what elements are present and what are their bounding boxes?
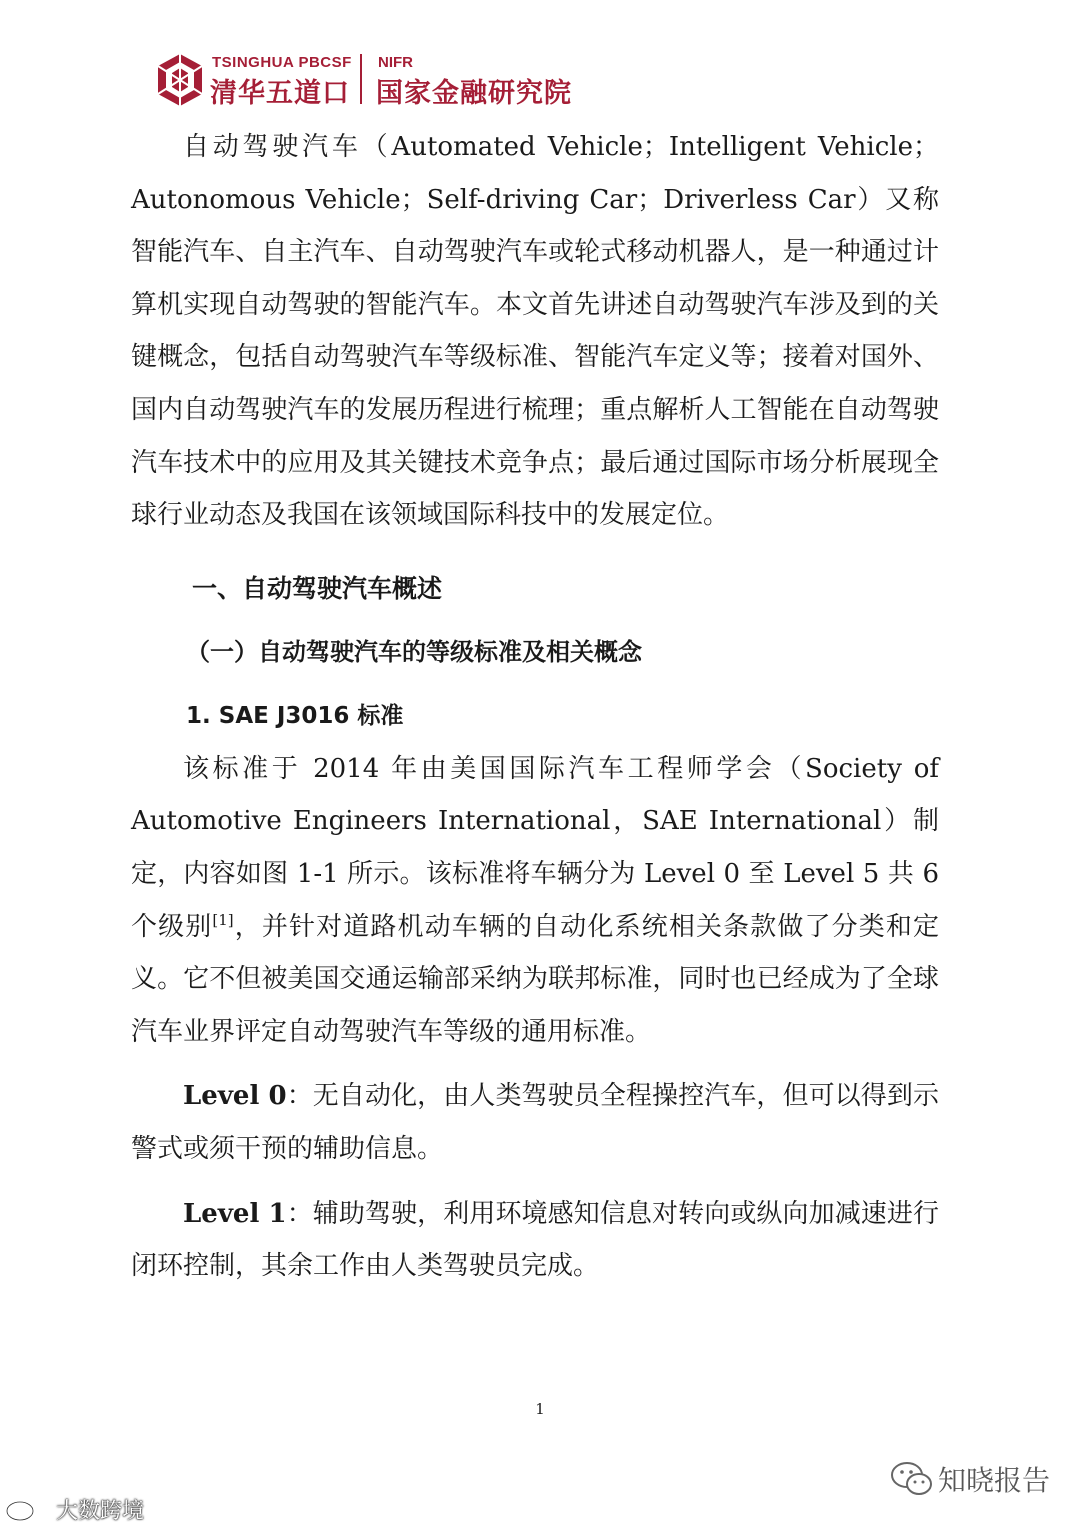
level-1-paragraph xyxy=(131,1188,939,1293)
logo-divider xyxy=(360,54,362,104)
section-heading: 一、自动驾驶汽车概述 xyxy=(192,573,443,603)
weibo-icon xyxy=(4,1494,50,1522)
citation-reference: [1] xyxy=(212,910,234,929)
watermark-right-text: 知晓报告 xyxy=(938,1464,1051,1497)
document-body xyxy=(131,121,939,1293)
intro-paragraph: 自动驾驶汽车（Automated Vehicle；Intelligent Vehicle；Autonomous Vehicle；Self-driving Car；Driverless Car）又称智能汽车、自主汽车、自动驾驶汽车或轮式移动机器人，是一种通过计算机实现自动驾驶的智能汽车。本文首先讲述自动驾驶汽车涉及到的关键概念，包括自动驾驶汽车等级标准、智能汽车定义等；接着对国外、国内自动驾驶汽车的发展历程进行梳理；重点解析人工智能在自动驾驶汽车技术中的应用及其关键技术竞争点；最后通过国际市场分析展现全球行业动态及我国在该领域国际科技中的发展定位。 xyxy=(131,132,939,531)
sae-paragraph-text-2: ，并针对道路机动车辆的自动化系统相关条款做了分类和定义。它不但被美国交通运输部采纳为联邦标准，同时也已经成为了全球汽车业界评定自动驾驶汽车等级的通用标准。 xyxy=(131,911,939,1047)
level-0-label: Level 0 xyxy=(183,1081,287,1112)
wechat-icon xyxy=(890,1459,934,1499)
nifr-chinese-name: 国家金融研究院 xyxy=(376,78,572,109)
watermark-left-text: 大数跨境 xyxy=(56,1499,145,1524)
watermark-left xyxy=(4,1494,154,1524)
level-0-paragraph xyxy=(131,1070,939,1175)
sae-standard-paragraph xyxy=(131,743,939,1059)
logo-chinese-name: 清华五道口 xyxy=(210,78,350,109)
logo-english-name: TSINGHUA PBCSF xyxy=(212,54,352,71)
page-number: 1 xyxy=(535,1400,545,1418)
tsinghua-logo-icon xyxy=(156,52,204,108)
level-1-label: Level 1 xyxy=(183,1198,287,1229)
level-1-description: ：辅助驾驶，利用环境感知信息对转向或纵向加减速进行闭环控制，其余工作由人类驾驶员完成。 xyxy=(131,1198,939,1282)
sae-paragraph-text-1: 该标准于 2014 年由美国国际汽车工程师学会（Society of Automotive Engineers International，SAE International）制定，内容如图 1-1 所示。该标准将车辆分为 Level 0 至 Level 5 共 6 个级别 xyxy=(131,753,939,942)
watermark-right xyxy=(890,1455,1060,1505)
header-logo xyxy=(156,52,676,108)
subsection-heading: （一）自动驾驶汽车的等级标准及相关概念 xyxy=(186,637,642,666)
level-0-description: ：无自动化，由人类驾驶员全程操控汽车，但可以得到示警式或须干预的辅助信息。 xyxy=(131,1081,939,1164)
subsubsection-heading: 1. SAE J3016 标准 xyxy=(186,702,404,729)
nifr-english-name: NIFR xyxy=(378,54,413,71)
